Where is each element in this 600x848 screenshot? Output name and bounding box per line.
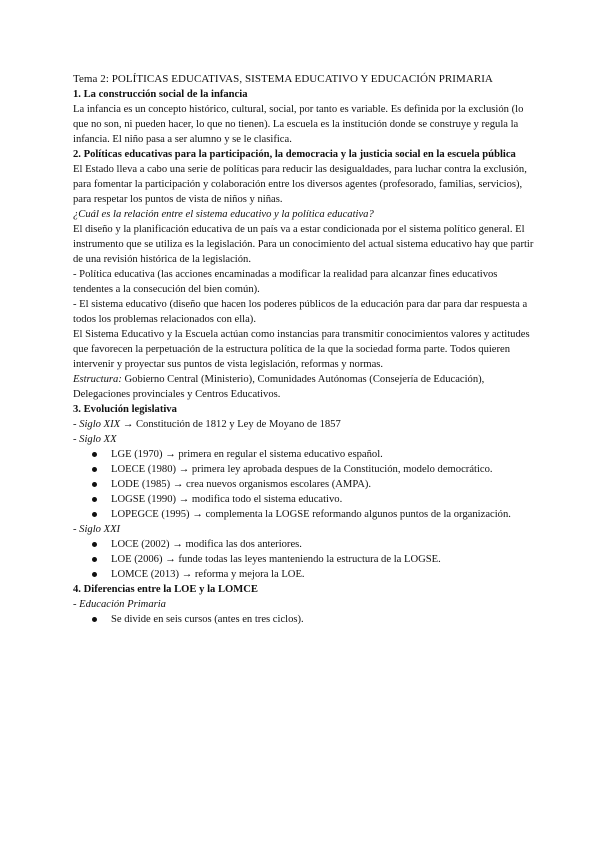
document-title: Tema 2: POLÍTICAS EDUCATIVAS, SISTEMA EDUCATIVO Y EDUCACIÓN PRIMARIA	[73, 73, 493, 85]
section-4	[73, 582, 535, 627]
section-2-estructura	[73, 372, 535, 402]
section-1	[73, 87, 535, 147]
section-2-paragraph: El Sistema Educativo y la Escuela actúan como instancias para transmitir conocimientos valores y actitudes que favorecen la perpetuación de la estructura política de la que la sociedad forma parte. Todos quieren intervenir y proyectar sus puntos de vista legislación, reformas y normas.	[73, 329, 530, 370]
list-item: LOCE (2002) → modifica las dos anteriores.	[73, 537, 535, 552]
educacion-primaria-list	[73, 612, 535, 627]
section-2-text: El Estado lleva a cabo una serie de políticas para reducir las desigualdades, para luchar contra la exclusión, para fomentar la participación y colaboración entre los diversos agentes (profesorado, familias, servicios), para respetar los puntos de vista de niños y niñas.	[73, 164, 527, 205]
document-content	[73, 72, 535, 627]
section-2-estructura-block	[73, 372, 535, 402]
section-3	[73, 402, 535, 582]
section-2-question: ¿Cuál es la relación entre el sistema educativo y la política educativa?	[73, 209, 374, 220]
list-item: LOE (2006) → funde todas las leyes manteniendo la estructura de la LOGSE.	[73, 552, 535, 567]
section-2	[73, 147, 535, 207]
siglo-xix-text: → Constitución de 1812 y Ley de Moyano de 1857	[120, 419, 341, 430]
list-item: LOMCE (2013) → reforma y mejora la LOE.	[73, 567, 535, 582]
educacion-primaria-label: - Educación Primaria	[73, 599, 166, 610]
siglo-xxi-label: - Siglo XXI	[73, 524, 121, 535]
list-item: LOGSE (1990) → modifica todo el sistema educativo.	[73, 492, 535, 507]
section-2-definition-politica: - Política educativa (las acciones encaminadas a modificar la realidad para alcanzar fines educativos tendentes a la consecución del bien común).	[73, 269, 498, 295]
siglo-xxi-list	[73, 537, 535, 582]
section-2-paragraph-block	[73, 327, 535, 372]
siglo-xix-line	[73, 417, 535, 432]
list-item: LOPEGCE (1995) → complementa la LOGSE reformando algunos puntos de la organización.	[73, 507, 535, 522]
section-3-heading: 3. Evolución legislativa	[73, 404, 177, 415]
list-item: LGE (1970) → primera en regular el sistema educativo español.	[73, 447, 535, 462]
section-2-definition-sistema: - El sistema educativo (diseño que hacen los poderes públicos de la educación para dar para dar respuesta a todos los problemas relacionados con ella).	[73, 299, 528, 325]
siglo-xx-list	[73, 447, 535, 522]
list-item: LODE (1985) → crea nuevos organismos escolares (AMPA).	[73, 477, 535, 492]
section-2-question-text: El diseño y la planificación educativa de un país va a estar condicionada por el sistema político general. El instrumento que se utiliza es la legislación. Para un conocimiento del actual sistema educativo hay que partir de una revisión histórica de la legislación.	[73, 224, 534, 265]
section-1-text: La infancia es un concepto histórico, cultural, social, por tanto es variable. Es definida por la exclusión (lo que no son, ni pueden hacer, lo que no tienen). La escuela es la institución donde se construye y regula la infancia. El niño pasa a ser alumno y se le clasifica.	[73, 104, 524, 145]
list-item: Se divide en seis cursos (antes en tres ciclos).	[73, 612, 535, 627]
section-4-heading: 4. Diferencias entre la LOE y la LOMCE	[73, 584, 258, 595]
section-1-heading: 1. La construcción social de la infancia	[73, 89, 248, 100]
estructura-label: Estructura:	[73, 374, 122, 385]
list-item: LOECE (1980) → primera ley aprobada despues de la Constitución, modelo democrático.	[73, 462, 535, 477]
siglo-xix-label: Siglo XIX	[79, 419, 121, 430]
siglo-xx-label: - Siglo XX	[73, 434, 117, 445]
estructura-text: Gobierno Central (Ministerio), Comunidades Autónomas (Consejería de Educación), Delegaciones provinciales y Centros Educativos.	[73, 374, 485, 400]
siglo-xix-prefix: -	[73, 419, 80, 430]
section-2-heading: 2. Políticas educativas para la participación, la democracia y la justicia social en la escuela pública	[73, 149, 516, 160]
section-2-question-block	[73, 207, 535, 327]
